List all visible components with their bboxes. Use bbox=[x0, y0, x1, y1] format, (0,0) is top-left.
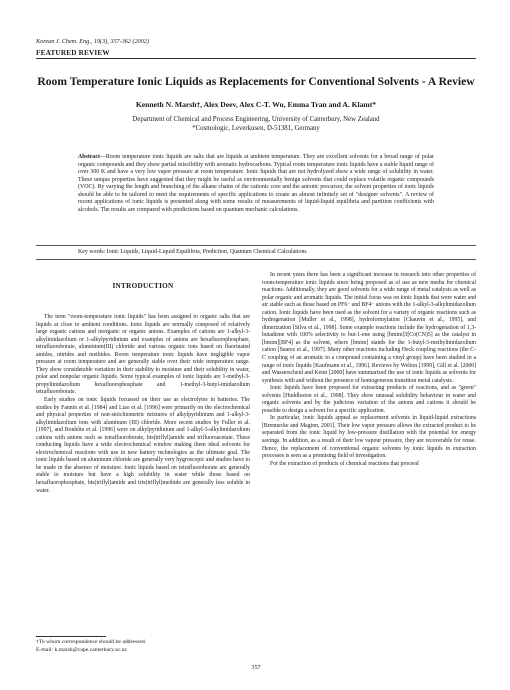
left-column bbox=[36, 314, 250, 495]
right-column bbox=[262, 272, 476, 468]
journal-citation: Korean J. Chem. Eng., 19(3), 357-362 (2002) bbox=[36, 38, 150, 45]
abstract-text: —Room temperature ionic liquids are salts that are liquids at ambient temperature. They are excellent solvents for a broad range of polar organic compounds and they show partial miscibility with aromatic hydrocarbons. Typical room temperature ionic liquids have a stable liquid range of over 300 K and have a very low vapor pressure at room temperature. Ionic liquids that are not hydrolyzed show a wide range of solubility in water. These unique properties have suggested that they might be useful as environmentally benign solvents that could replace volatile organic compounds (VOC). By varying the length and branching of the alkane chains of the cationic core and the anionic precursor, the solvent properties of ionic liquids should be able to be tailored to meet the requirements of specific applications to create an almost infinitely set of "designer solvents". A review of recent applications of ionic liquids is presented along with some results of measurements of liquid-liquid equilibria and partition coefficients with alcohols. The results are compared with predictions based on quantum mechanic calculations. bbox=[78, 154, 434, 213]
footnote-line: †To whom correspondence should be addressed. bbox=[36, 639, 147, 645]
paragraph: In recent years there has been a significant increase in research into other properties of room-temperature ionic liquids since being proposed as of use as new media for chemical reactions. Additionally, they are good solvents for a wide range of metal catalysts as well as polar organic and aromatic liquids. The initial focus was on ionic liquids that were water and air stable such as those based on PF6⁻ and BF4⁻ anions with the 1-alkyl-3-alkylimidazolium cation. Ionic liquids have been used as the solvent for a variety of organic reactions such as hydrogenation [Muller et al., 1998], hydroformylation [Chauvin et al., 1995], and dimerization [Silva et al., 1998]. Some example reactions include the hydrogenation of 1,3-butadiene with 100% selectivity to but-1-ene using [bmim]3[Co(CN)5] as the catalyst in [bmim][BF4] as the solvent, where [bmim] stands for the 1-butyl-3-methylimidazolium cation [Suarez et al., 1997]. Many other reactions including Heck coupling reactions (the C-C coupling of an aromatic to a compound containing a vinyl group) have been studied in a range of ionic liquids [Kaufmann et al., 1996]. Reviews by Welton [1999], Gill et al. [2000] and Wasserscheid and Keim [2000] have summarized the use of ionic liquids as solvents for synthesis with and without the presence of homogeneous transition metal catalysts. bbox=[262, 272, 476, 384]
footnote-email: E-mail: k.marsh@cape.canterbury.ac.nz bbox=[36, 646, 127, 653]
paper-title: Room Temperature Ionic Liquids as Replacements for Conventional Solvents - A Review bbox=[37, 75, 475, 88]
paragraph: For the extraction of products of chemical reactions that proceed bbox=[270, 460, 419, 467]
page-number: 357 bbox=[251, 664, 261, 671]
footnote-rule bbox=[36, 636, 106, 637]
keywords: Key words: Ionic Liquids, Liquid-Liquid Equilibria, Prediction, Quantum Chemical Calculations bbox=[78, 249, 307, 255]
section-heading-introduction: INTRODUCTION bbox=[112, 282, 174, 290]
section-label: FEATURED REVIEW bbox=[36, 49, 110, 57]
paragraph: Ionic liquids have been proposed for extracting products of reactions, and as "green" solvents [Huddleston et al., 1998]. They show unusual solubility behaviour in water and organic solvents and by the judicious variation of the anions and cations it should be possible to design a solvent for a specific application. bbox=[262, 385, 476, 414]
abstract-label: Abstract bbox=[78, 154, 100, 160]
keywords-rule-top bbox=[36, 245, 476, 246]
paragraph: The term "room-temperature ionic liquids" has been assigned to organic salts that are liquids at close to ambient conditions. Ionic liquids are normally composed of relatively large organic cations and inorganic or organic anions. Examples of cations are 1-alkyl-3-alkylimidazolium or 1-alkylpyridinium and examples of anions are hexafluorophosphate, tetrafluoroborate, aluminium(III) chloride and various organic ions based on fluorinated amides, nitrides and methides. Room temperature ionic liquids have negligible vapor pressure at room temperature and are generally stable over their wide temperature range. They show considerable variation in their stability to moisture and their solubility in water, polar and nonpolar organic liquids. Some typical examples of ionic liquids are 1-methyl-3-propylimidazolium hexafluorophosphate and 1-methyl-3-butyl-imidazolium tetrafluoroborate. bbox=[36, 314, 250, 396]
paragraph: Early studies on ionic liquids focussed on their use as electrolytes in batteries. The studies by Fannin et al. [1984] and Liao et al. [1996] were primarily on the electrochemical and physical properties of non-stoichiometric mixtures of alkylpyridinium and 1-alkyl-3-alkylimidazolium ions with aluminum (III) chloride. More recent studies by Fuller et al. [1997], and Bonhôte et al. [1996] were on alkylpyridinium and 1-alkyl-3-alkylimidazolium cations with anions such as tetrafluoroborate, bis(triflyl)amide and trifluoroacetate. These conducting liquids have a wide electrochemical window making them ideal solvents for electrochemical reactions with use in new battery technologies as the ultimate goal. The ionic liquids based on aluminum chloride are generally very hygroscopic and studies have to be made in the absence of moisture. Ionic liquids based on tetrafluoroborate are generally stable to moisture but have a high solubility in water while those based on hexafluorophosphate, bis(triflyl)amide and tris(triflyl)methide are generally less soluble in water. bbox=[36, 397, 250, 494]
author-list: Kenneth N. Marsh†, Alex Deev, Alex C-T. Wu, Emma Tran and A. Klamt* bbox=[135, 100, 377, 109]
footnote bbox=[36, 639, 250, 654]
affiliation-line: *Cosmologic, Leverkusen, D-51381, Germany bbox=[192, 124, 320, 132]
abstract bbox=[78, 154, 434, 214]
keywords-rule-bottom bbox=[36, 259, 476, 260]
paragraph: In particular, ionic liquids appeal as replacement solvents in liquid-liquid extractions [Brennecke and Maginn, 2001]. Their low vapor pressure allows the extracted product to be separated from the ionic liquid by low-pressure distillation with the potential for energy savings. In addition, as a result of their low vapour pressure, they are recoverable for reuse. Hence, the replacement of conventional organic solvents by ionic liquids in extraction processes is seen as a promising field of investigation. bbox=[262, 415, 476, 460]
affiliation-line: Department of Chemical and Process Engineering, University of Canterbury, New Zealand bbox=[132, 116, 380, 123]
header-rule bbox=[36, 58, 476, 59]
affiliations bbox=[36, 116, 476, 133]
